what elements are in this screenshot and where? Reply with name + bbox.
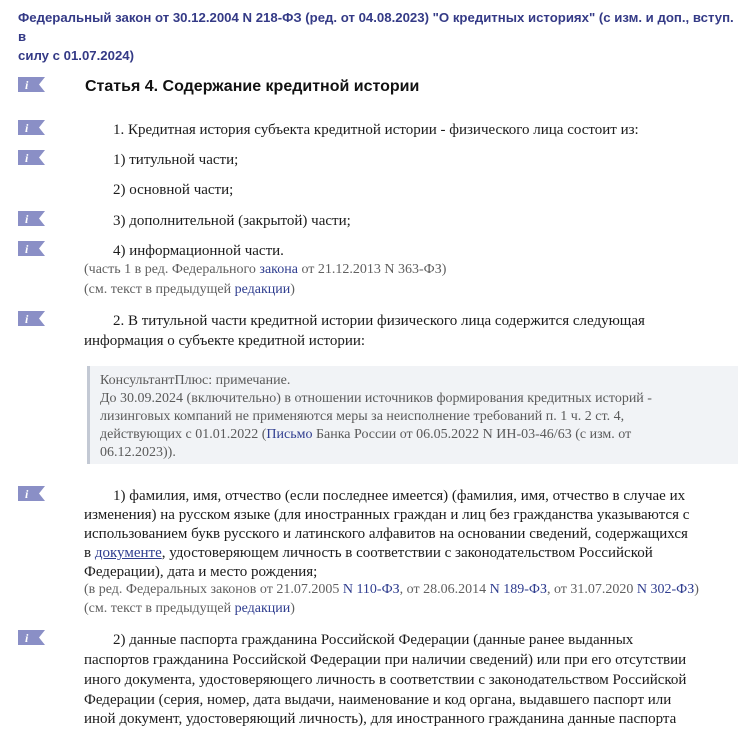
info-marker-icon[interactable] <box>18 150 45 165</box>
previous-edition-note-2 <box>84 599 295 618</box>
edition-link[interactable]: редакции <box>234 601 291 616</box>
document-header <box>18 8 743 65</box>
note-text: ) <box>290 282 295 297</box>
letter-link[interactable]: Письмо <box>266 427 313 442</box>
svg-text:i: i <box>25 312 29 326</box>
svg-text:i: i <box>25 151 29 165</box>
consultant-note <box>87 366 738 464</box>
info-marker-icon[interactable] <box>18 311 45 326</box>
article-title: Статья 4. Содержание кредитной истории <box>85 78 420 95</box>
consultant-note-text: действующих с 01.01.2022 ( <box>100 427 267 442</box>
law-189-link[interactable]: N 189-ФЗ <box>489 582 547 597</box>
passport-line-5: иной документ, удостоверяющий личность), для иностранного гражданина данные паспорта <box>84 711 677 727</box>
svg-text:i: i <box>25 631 29 645</box>
amendment-note-2 <box>84 580 699 599</box>
svg-text:i: i <box>25 121 29 135</box>
sub-item-2: 2) основной части; <box>113 182 234 198</box>
passport-line-2: паспортов гражданина Российской Федерации при наличии сведений) или при его отсутствии <box>84 652 687 668</box>
consultant-note-line: 06.12.2023)). <box>100 445 176 460</box>
svg-text:i: i <box>25 78 29 92</box>
fio-line-2: изменения) на русском языке (для иностранных граждан и лиц без гражданства указываются с <box>84 507 690 523</box>
amendment-note-1 <box>84 260 446 279</box>
previous-edition-note-1 <box>84 280 295 299</box>
note-text: , от 28.06.2014 <box>399 582 490 597</box>
fio-line-3: использованием букв русского и латинского алфавитов на основании сведений, содержащихся <box>84 526 688 542</box>
fio-line-4 <box>84 543 653 563</box>
law-302-link[interactable]: N 302-ФЗ <box>636 582 695 597</box>
note-text: ) <box>694 582 699 597</box>
consultant-note-line <box>100 426 631 444</box>
item-2-line-2: информация о субъекте кредитной истории: <box>84 333 366 349</box>
item-1: 1. Кредитная история субъекта кредитной истории - физического лица состоит из: <box>113 122 639 138</box>
fio-line-5: Федерации), дата и место рождения; <box>84 564 318 580</box>
svg-text:i: i <box>25 487 29 501</box>
law-110-link[interactable]: N 110-ФЗ <box>342 582 400 597</box>
info-marker-icon[interactable] <box>18 486 45 501</box>
fio-text: в <box>84 545 95 561</box>
svg-text:i: i <box>25 242 29 256</box>
item-2-line-1: 2. В титульной части кредитной истории физического лица содержится следующая <box>113 313 645 329</box>
info-marker-icon[interactable] <box>18 241 45 256</box>
info-marker-icon[interactable] <box>18 77 45 92</box>
sub-item-4: 4) информационной части. <box>113 243 284 259</box>
info-marker-icon[interactable] <box>18 120 45 135</box>
law-link[interactable]: закона <box>259 262 298 277</box>
consultant-note-line: лизинговых компаний не применяются меры за неисполнение требований п. 1 ч. 2 ст. 4, <box>100 409 625 424</box>
passport-line-4: Федерации (серия, номер, дата выдачи, наименование и код органа, выдавшего паспорт или <box>84 692 672 708</box>
note-text: , от 31.07.2020 <box>546 582 637 597</box>
fio-text: , удостоверяющем личность в соответствии с законодательством Российской <box>161 545 653 561</box>
note-text: (см. текст в предыдущей <box>84 601 235 616</box>
edition-link[interactable]: редакции <box>234 282 291 297</box>
consultant-note-text: Банка России от 06.05.2022 N ИН-03-46/63 (с изм. от <box>312 427 632 442</box>
note-text: (см. текст в предыдущей <box>84 282 235 297</box>
document-header-line-2: силу с 01.07.2024) <box>18 48 135 63</box>
sub-item-1: 1) титульной части; <box>113 152 239 168</box>
document-header-line-1: Федеральный закон от 30.12.2004 N 218-ФЗ (ред. от 04.08.2023) "О кредитных историях" (с изм. и доп., вступ. в <box>18 10 734 44</box>
info-marker-icon[interactable] <box>18 211 45 226</box>
note-text: ) <box>290 601 295 616</box>
consultant-note-title: КонсультантПлюс: примечание. <box>100 373 291 388</box>
document-link[interactable]: документе <box>94 545 162 561</box>
sub-item-3: 3) дополнительной (закрытой) части; <box>113 213 351 229</box>
passport-line-3: иного документа, удостоверяющего личность в соответствии с законодательством Российской <box>84 672 687 688</box>
amendment-note-text: от 21.12.2013 N 363-ФЗ) <box>297 262 447 277</box>
info-marker-icon[interactable] <box>18 630 45 645</box>
passport-line-1: 2) данные паспорта гражданина Российской Федерации (данные ранее выданных <box>113 632 634 648</box>
svg-text:i: i <box>25 212 29 226</box>
amendment-note-text: (часть 1 в ред. Федерального <box>84 262 260 277</box>
consultant-note-line: До 30.09.2024 (включительно) в отношении источников формирования кредитных историй - <box>100 391 652 406</box>
fio-line-1: 1) фамилия, имя, отчество (если последнее имеется) (фамилия, имя, отчество в случае их <box>113 488 686 504</box>
note-text: (в ред. Федеральных законов от 21.07.2005 <box>84 582 343 597</box>
